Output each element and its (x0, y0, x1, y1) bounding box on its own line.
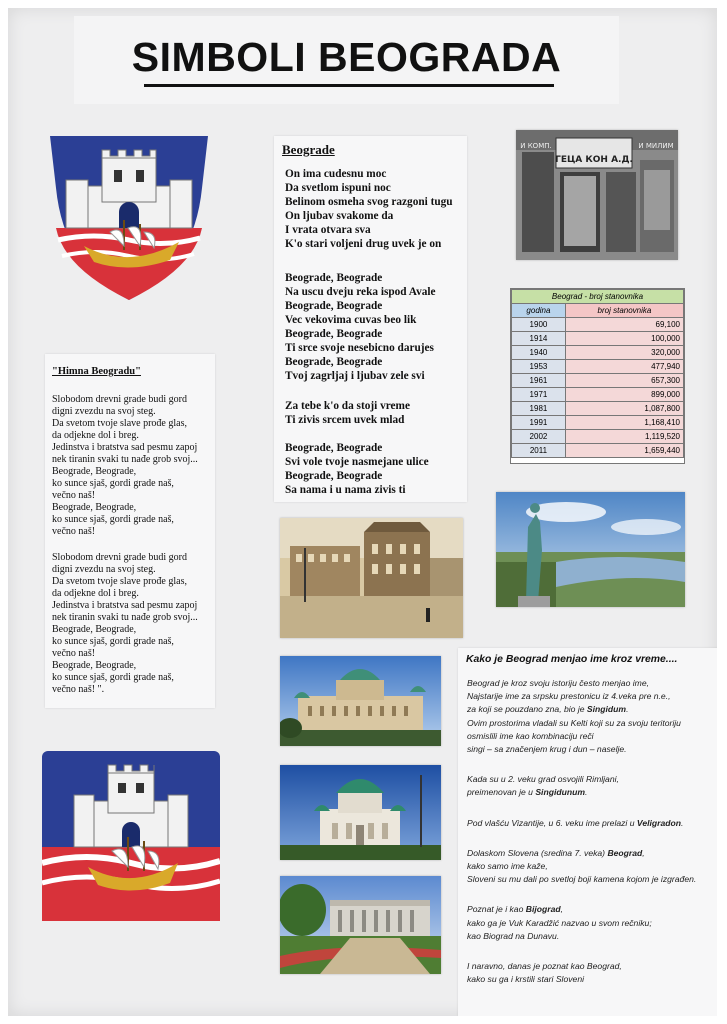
old-street-photo (280, 518, 463, 638)
table-row (512, 318, 684, 332)
year-cell: 2011 (512, 444, 566, 458)
poem-line: Ti zivis srcem uvek mlad (285, 414, 405, 426)
table-row (512, 346, 684, 360)
hymn-line: nek tiranin svaki tu nađe grob svoj... (52, 612, 198, 623)
table-row (512, 416, 684, 430)
year-cell: 1991 (512, 416, 566, 430)
essay-line: Pod vlašću Vizantije, u 6. veku ime prelazi u Veligradon. (467, 817, 684, 828)
hymn-line: Beograde, Beograde, (52, 660, 137, 671)
population-cell: 1,087,800 (565, 402, 683, 416)
poem-line: Tvoj zagrljaj i ljubav zele svi (285, 370, 425, 382)
coat-of-arms-shield (44, 128, 214, 308)
hymn-card (45, 354, 215, 708)
essay-highlight: Beograd (607, 847, 643, 858)
year-cell: 1953 (512, 360, 566, 374)
poem-line: Sa nama i u nama zivis ti (285, 484, 406, 496)
poem-line: Na uscu dveju reka ispod Avale (285, 286, 436, 298)
year-cell: 1940 (512, 346, 566, 360)
population-cell: 477,940 (565, 360, 683, 374)
poem-line: Beograde, Beograde (285, 300, 383, 312)
essay-line: kako su ga i krstili stari Sloveni (467, 974, 585, 985)
poem-line: Beograde, Beograde (285, 328, 383, 340)
hymn-line: Beograde, Beograde, (52, 502, 137, 513)
poem-line: Belinom osmeha svog razgoni tugu (285, 196, 453, 208)
title-underline (144, 84, 554, 87)
hymn-line: Da svetom tvoje slave prođe glas, (52, 418, 187, 429)
poem-line: Za tebe k'o da stoji vreme (285, 400, 410, 412)
poem-line: Ti srce svoje nesebicno darujes (285, 342, 434, 354)
population-cell: 100,000 (565, 332, 683, 346)
hymn-line: digni zvezdu na svoj steg. (52, 406, 156, 417)
essay-line: kao Biograd na Dunavu. (467, 930, 560, 941)
hymn-line: večno naš! ". (52, 684, 105, 695)
population-cell: 1,659,440 (565, 444, 683, 458)
title-card (74, 16, 619, 104)
table-row (512, 402, 684, 416)
essay-line: kako ga je Vuk Karadžić nazvao u svom rečniku; (467, 917, 652, 928)
saint-sava-temple-photo (280, 765, 441, 860)
essay-line: kako samo ime kaže, (467, 861, 548, 871)
essay-line: Dolaskom Slovena (sredina 7. veka) Beograd, (467, 847, 645, 858)
essay-highlight: Veligradon (636, 817, 681, 828)
essay-line: Kada su u 2. veku grad osvojili Rimljani, (467, 774, 619, 785)
table-row (512, 388, 684, 402)
hymn-line: Slobodom drevni grade budi gord (52, 394, 187, 405)
population-cell: 1,168,410 (565, 416, 683, 430)
essay-title: Kako je Beograd menjao ime kroz vreme.... (466, 654, 678, 665)
hymn-line: ko sunce sjaš, gordi grade naš, (52, 672, 174, 683)
essay-line: za koji se pouzdano zna, bio je Singidum. (467, 704, 629, 715)
hymn-line: ko sunce sjaš, gordi grade naš, (52, 514, 174, 525)
poem-line: I vrata otvara sva (285, 224, 371, 236)
essay-line: I naravno, danas je poznat kao Beograd, (467, 961, 622, 971)
poem-card (274, 136, 467, 502)
year-cell: 1914 (512, 332, 566, 346)
essay-line: Beograd je kroz svoju istoriju često menjao ime, (467, 678, 649, 688)
essay-highlight: Bijograd (525, 904, 561, 915)
population-table (510, 288, 685, 464)
poem-line: Da svetlom ispuni noc (285, 182, 391, 194)
hymn-line: Beograde, Beograde, (52, 624, 137, 635)
table-header-population: broj stanovnika (565, 304, 683, 318)
hymn-line: večno naš! (52, 526, 96, 537)
hymn-line: večno naš! (52, 648, 96, 659)
shop-sign-text: ГЕЦА КОН А.Д. (555, 155, 633, 165)
poem-line: Svi vole tvoje nasmejane ulice (285, 456, 429, 468)
essay-line: singi – sa značenjem krug i dun – naselje. (467, 744, 627, 754)
poem-line: Vec vekovima cuvas beo lik (285, 314, 417, 326)
population-cell: 899,000 (565, 388, 683, 402)
essay-line: Najstarije ime za srpsku prestonicu iz 4.veka pre n.e., (467, 691, 671, 702)
hymn-line: ko sunce sjaš, gordi grade naš, (52, 636, 174, 647)
page-title: SIMBOLI BEOGRADA (131, 34, 562, 80)
essay-line: Ovim prostorima vladali su Kelti koji su za svoju teritoriju (467, 717, 681, 728)
shop-sign-right: И МИЛИМ (638, 142, 674, 150)
essay-line: Sloveni su mu dali po svetloj boji kamena kojom je izgrađen. (467, 874, 697, 885)
table-row (512, 444, 684, 458)
table-header-year: godina (512, 304, 566, 318)
hymn-line: Beograde, Beograde, (52, 466, 137, 477)
essay-card (458, 648, 717, 1016)
essay-highlight: Singidum (586, 704, 627, 715)
old-shop-photo (516, 130, 678, 260)
population-cell: 1,119,520 (565, 430, 683, 444)
poster (8, 8, 717, 1016)
poem-line: Beograde, Beograde (285, 470, 383, 482)
hymn-line: Jedinstva i bratstva sad pesmu zapoj (52, 442, 198, 453)
essay-highlight: Singidunum (535, 787, 585, 798)
hymn-line: ko sunce sjaš, gordi grade naš, (52, 478, 174, 489)
poem-title: Beograde (282, 142, 335, 157)
hymn-line: da odjekne dol i breg. (52, 588, 139, 599)
population-cell: 657,300 (565, 374, 683, 388)
population-cell: 69,100 (565, 318, 683, 332)
hymn-line: večno naš! (52, 490, 96, 501)
poem-line: Beograde, Beograde (285, 356, 383, 368)
poem-line: Beograde, Beograde (285, 272, 383, 284)
poem-line: On ima cudesnu moc (285, 168, 387, 180)
pobednik-statue-photo (496, 492, 685, 607)
year-cell: 1981 (512, 402, 566, 416)
table-row (512, 360, 684, 374)
hymn-title: "Himna Beogradu" (52, 366, 141, 377)
hymn-line: Da svetom tvoje slave prođe glas, (52, 576, 187, 587)
coat-of-arms-flag (42, 751, 220, 921)
national-assembly-photo (280, 656, 441, 746)
population-cell: 320,000 (565, 346, 683, 360)
hymn-line: nek tiranin svaki tu nađe grob svoj... (52, 454, 198, 465)
shop-sign-left: И КОМП. (520, 142, 552, 150)
hymn-line: Slobodom drevni grade budi gord (52, 552, 187, 563)
poem-line: On ljubav svakome da (285, 210, 394, 222)
year-cell: 2002 (512, 430, 566, 444)
essay-line: osmislili ime kao kombinaciju reči (467, 730, 594, 741)
year-cell: 1900 (512, 318, 566, 332)
hymn-line: da odjekne dol i breg. (52, 430, 139, 441)
essay-line: Poznat je i kao Bijograd, (467, 904, 564, 915)
palace-park-photo (280, 876, 441, 974)
table-row (512, 332, 684, 346)
table-row (512, 430, 684, 444)
year-cell: 1971 (512, 388, 566, 402)
essay-line: preimenovan je u Singidunum. (467, 787, 588, 798)
hymn-line: digni zvezdu na svoj steg. (52, 564, 156, 575)
table-row (512, 374, 684, 388)
year-cell: 1961 (512, 374, 566, 388)
poem-line: Beograde, Beograde (285, 442, 383, 454)
poem-line: K'o stari voljeni drug uvek je on (285, 238, 442, 250)
table-caption: Beograd - broj stanovnika (512, 290, 684, 304)
hymn-line: Jedinstva i bratstva sad pesmu zapoj (52, 600, 198, 611)
